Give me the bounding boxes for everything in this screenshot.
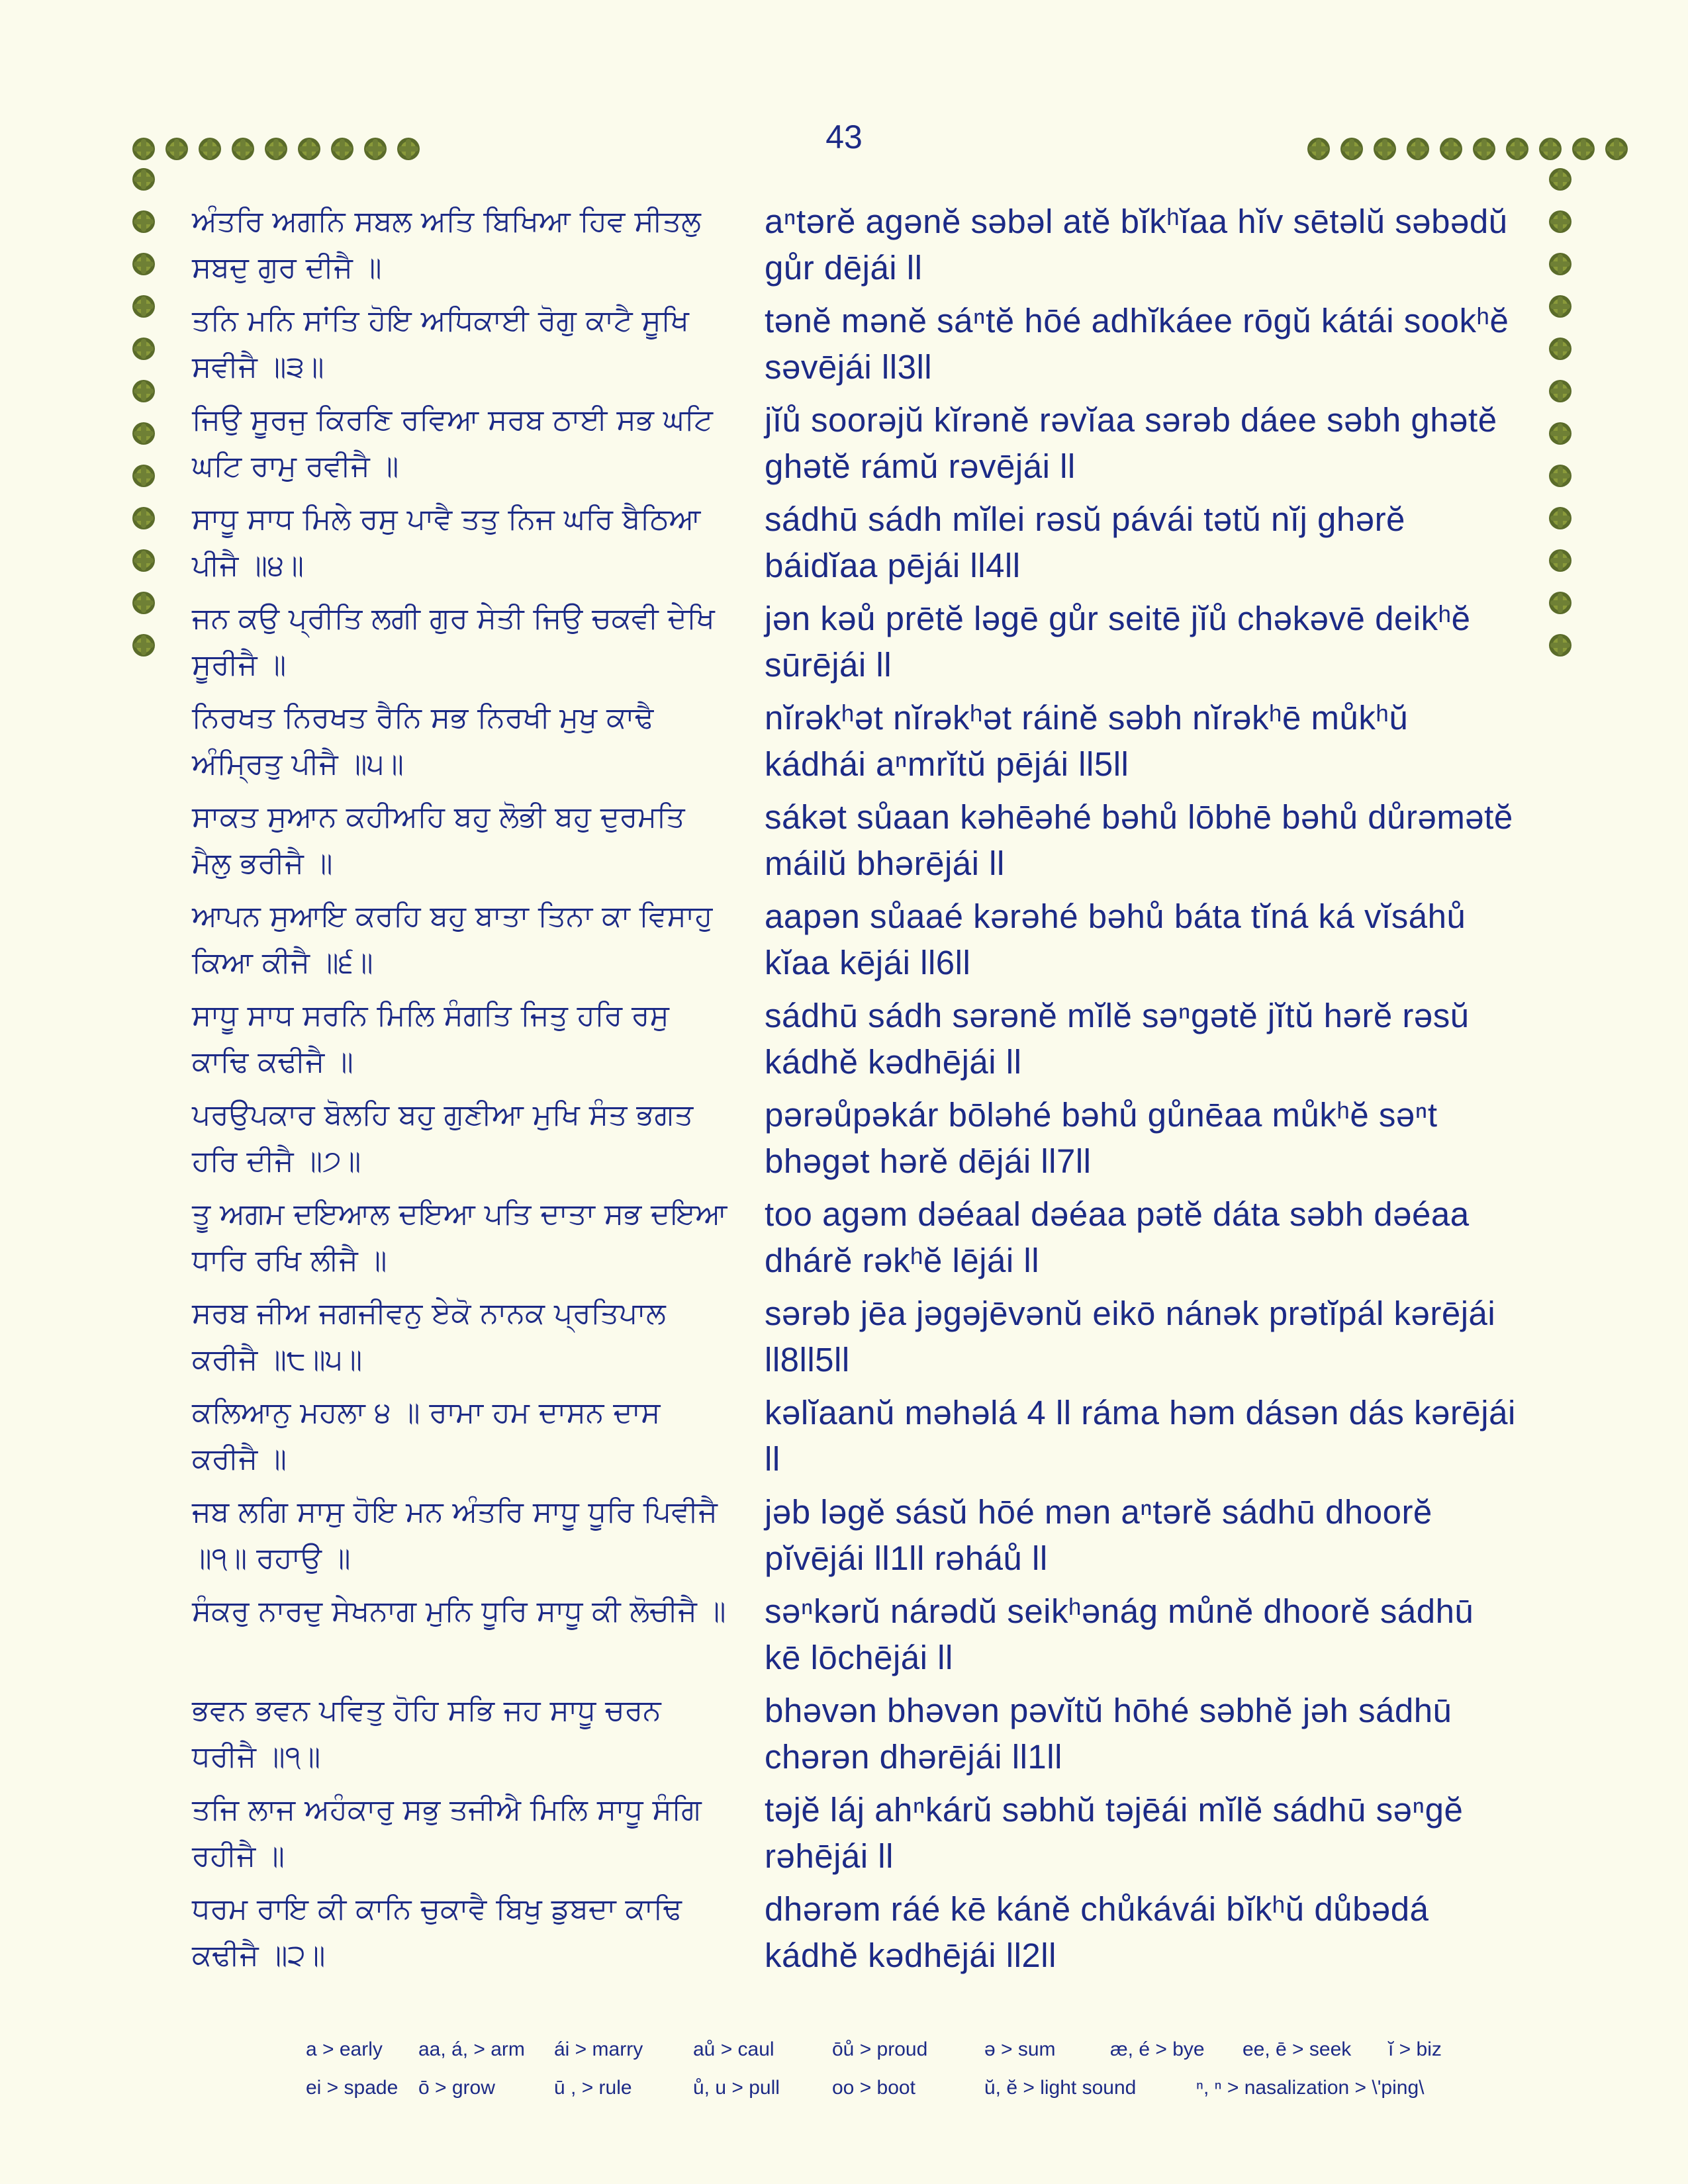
- flower-icon: [132, 138, 155, 160]
- legend-item: ái > marry: [554, 2038, 643, 2060]
- flower-icon: [1549, 507, 1571, 529]
- flower-icon: [132, 465, 155, 487]
- flower-icon: [331, 138, 353, 160]
- gurmukhi-text: ਸਾਧੂ ਸਾਧ ਮਿਲੇ ਰਸੁ ਪਾਵੈ ਤਤੁ ਨਿਜ ਘਰਿ ਬੈਠਿਆ ਪੀਜੈ ॥੪॥: [192, 502, 701, 582]
- flower-icon: [165, 138, 188, 160]
- transliteration-text: dhərəm ráé kē kánĕ chůkávái bĭkʰŭ důbədá kádhĕ kədhējái ll2ll: [765, 1890, 1429, 1974]
- legend-item: aa, á, > arm: [418, 2038, 525, 2060]
- gurmukhi-text: ਪਰਉਪਕਾਰ ਬੋਲਹਿ ਬਹੁ ਗੁਣੀਆ ਮੁਖਿ ਸੰਤ ਭਗਤ ਹਰਿ ਦੀਜੈ ॥੭॥: [192, 1098, 694, 1178]
- legend-item: ōů > proud: [832, 2038, 928, 2060]
- transliteration-text: jəb ləgĕ sásŭ hōé mən aⁿtərĕ sádhū dhoorĕ pĭvējái ll1ll rəháů ll: [765, 1493, 1432, 1577]
- flower-icon: [132, 592, 155, 614]
- flower-icon: [1549, 634, 1571, 657]
- flower-icon: [132, 253, 155, 275]
- flower-icon: [1340, 138, 1363, 160]
- flower-icon: [1440, 138, 1462, 160]
- flower-icon: [1549, 210, 1571, 233]
- legend-item: oo > boot: [832, 2077, 915, 2099]
- gurmukhi-text: ਸਰਬ ਜੀਅ ਜਗਜੀਵਨੁ ਏਕੋ ਨਾਨਕ ਪ੍ਰਤਿਪਾਲ ਕਰੀਜੈ ॥੮॥੫॥: [192, 1297, 666, 1377]
- transliteration-text: səⁿkərŭ nárədŭ seikʰənág můnĕ dhoorĕ sádhū kē lōchējái ll: [765, 1592, 1474, 1676]
- ornament-right: [1549, 168, 1571, 676]
- flower-icon: [1549, 549, 1571, 572]
- flower-icon: [298, 138, 320, 160]
- flower-icon: [1549, 253, 1571, 275]
- gurmukhi-text: ਤੂ ਅਗਮ ਦਇਆਲ ਦਇਆ ਪਤਿ ਦਾਤਾ ਸਭ ਦਇਆ ਧਾਰਿ ਰਖਿ ਲੀਜੈ ॥: [192, 1197, 727, 1277]
- legend-item: ŭ, ĕ > light sound: [984, 2077, 1137, 2099]
- flower-icon: [265, 138, 287, 160]
- flower-icon: [132, 422, 155, 445]
- gurmukhi-text: ਤਨਿ ਮਨਿ ਸਾਂਤਿ ਹੋਇ ਅਧਿਕਾਈ ਰੋਗੁ ਕਾਟੈ ਸੂਖਿ ਸਵੀਜੈ ॥੩॥: [192, 304, 689, 384]
- flower-icon: [1506, 138, 1528, 160]
- flower-icon: [1605, 138, 1628, 160]
- transliteration-text: pərəůpəkár bōləhé bəhů gůnēaa můkʰĕ səⁿt bhəgət hərĕ dējái ll7ll: [765, 1096, 1438, 1180]
- transliteration-text: sákət sůaan kəhēəhé bəhů lōbhē bəhů důrəmətĕ máilŭ bhərējái ll: [765, 798, 1513, 882]
- legend-item: æ, é > bye: [1110, 2038, 1205, 2060]
- ornament-top-right: [1307, 138, 1638, 160]
- transliteration-text: sádhū sádh sərənĕ mĭlĕ səⁿgətĕ jĭtŭ hərĕ rəsŭ kádhĕ kədhējái ll: [765, 997, 1470, 1081]
- flower-icon: [1549, 380, 1571, 402]
- flower-icon: [364, 138, 387, 160]
- legend-item: ə > sum: [984, 2038, 1056, 2060]
- flower-icon: [1549, 295, 1571, 318]
- ornament-left: [132, 168, 155, 676]
- transliteration-text: kəlĭaanŭ məhəlá 4 ll ráma həm dásən dás kərējái ll: [765, 1394, 1516, 1478]
- gurmukhi-text: ਆਪਨ ਸੁਆਇ ਕਰਹਿ ਬਹੁ ਬਾਤਾ ਤਿਨਾ ਕਾ ਵਿਸਾਹੁ ਕਿਆ ਕੀਜੈ ॥੬॥: [192, 899, 713, 979]
- flower-icon: [1549, 422, 1571, 445]
- transliteration-text: təjĕ láj ahⁿkárŭ səbhŭ təjēái mĭlĕ sádhū səⁿgĕ rəhējái ll: [765, 1791, 1464, 1875]
- flower-icon: [132, 338, 155, 360]
- flower-icon: [1473, 138, 1495, 160]
- gurmukhi-text: ਜਬ ਲਗਿ ਸਾਸੁ ਹੋਇ ਮਨ ਅੰਤਰਿ ਸਾਧੂ ਧੂਰਿ ਪਿਵੀਜੈ ॥੧॥ ਰਹਾਉ ॥: [192, 1495, 718, 1575]
- transliteration-text: aapən sůaaé kərəhé bəhů báta tĭná ká vĭsáhů kĭaa kējái ll6ll: [765, 897, 1466, 981]
- flower-icon: [132, 549, 155, 572]
- legend-item: a > early: [306, 2038, 383, 2060]
- flower-icon: [397, 138, 420, 160]
- transliteration-text: jən kəů prētĕ ləgē gůr seitē jĭů chəkəvē deikʰĕ sūrējái ll: [765, 600, 1471, 684]
- gurmukhi-text: ਭਵਨ ਭਵਨ ਪਵਿਤੁ ਹੋਹਿ ਸਭਿ ਜਹ ਸਾਧੂ ਚਰਨ ਧਰੀਜੈ ॥੧॥: [192, 1694, 661, 1774]
- transliteration-text: sádhū sádh mĭlei rəsŭ pávái tətŭ nĭj ghərĕ báidĭaa pējái ll4ll: [765, 500, 1405, 584]
- legend-item: aů > caul: [693, 2038, 774, 2060]
- flower-icon: [1549, 592, 1571, 614]
- flower-icon: [1549, 168, 1571, 191]
- legend-item: ō > grow: [418, 2077, 495, 2099]
- legend-item: ů, u > pull: [693, 2077, 780, 2099]
- flower-icon: [132, 168, 155, 191]
- transliteration-text: bhəvən bhəvən pəvĭtŭ hōhé səbhĕ jəh sádhū chərən dhərējái ll1ll: [765, 1692, 1452, 1776]
- transliteration-text: nĭrəkʰət nĭrəkʰət ráinĕ səbh nĭrəkʰē můkʰŭ kádhái aⁿmrĭtŭ pējái ll5ll: [765, 699, 1409, 783]
- flower-icon: [232, 138, 254, 160]
- gurmukhi-text: ਅੰਤਰਿ ਅਗਨਿ ਸਬਲ ਅਤਿ ਬਿਖਿਆ ਹਿਵ ਸੀਤਲੁ ਸਬਦੁ ਗੁਰ ਦੀਜੈ ॥: [192, 205, 701, 285]
- flower-icon: [132, 295, 155, 318]
- gurmukhi-text: ਨਿਰਖਤ ਨਿਰਖਤ ਰੈਨਿ ਸਭ ਨਿਰਖੀ ਮੁਖੁ ਕਾਢੈ ਅੰਮ੍ਰਿਤੁ ਪੀਜੈ ॥੫॥: [192, 701, 654, 781]
- flower-icon: [1549, 338, 1571, 360]
- transliteration-text: sərəb jēa jəgəjēvənŭ eikō nánək prətĭpál kərējái ll8ll5ll: [765, 1295, 1496, 1379]
- gurmukhi-text: ਜਨ ਕਉ ਪ੍ਰੀਤਿ ਲਗੀ ਗੁਰ ਸੇਤੀ ਜਿਉ ਚਕਵੀ ਦੇਖਿ ਸੂਰੀਜੈ ॥: [192, 602, 715, 682]
- gurmukhi-text: ਤਜਿ ਲਾਜ ਅਹੰਕਾਰੁ ਸਭੁ ਤਜੀਐ ਮਿਲਿ ਸਾਧੂ ਸੰਗਿ ਰਹੀਜੈ ॥: [192, 1793, 702, 1873]
- flower-icon: [132, 210, 155, 233]
- gurmukhi-text: ਜਿਉ ਸੂਰਜੁ ਕਿਰਣਿ ਰਵਿਆ ਸਰਬ ਠਾਈ ਸਭ ਘਟਿ ਘਟਿ ਰਾਮੁ ਰਵੀਜੈ ॥: [192, 403, 713, 483]
- legend-row: [306, 2077, 1564, 2115]
- legend-item: ĭ > biz: [1388, 2038, 1442, 2060]
- flower-icon: [132, 507, 155, 529]
- ornament-top-left: [132, 138, 430, 160]
- flower-icon: [1307, 138, 1330, 160]
- flower-icon: [199, 138, 221, 160]
- page-number: 43: [825, 118, 863, 156]
- gurmukhi-text: ਸਾਕਤ ਸੁਆਨ ਕਹੀਅਹਿ ਬਹੁ ਲੋਭੀ ਬਹੁ ਦੁਰਮਤਿ ਮੈਲੁ ਭਰੀਜੈ ॥: [192, 800, 685, 880]
- flower-icon: [1407, 138, 1429, 160]
- flower-icon: [1374, 138, 1396, 160]
- gurmukhi-text: ਧਰਮ ਰਾਇ ਕੀ ਕਾਨਿ ਚੁਕਾਵੈ ਬਿਖੁ ਡੁਬਦਾ ਕਾਢਿ ਕਢੀਜੈ ॥੨॥: [192, 1892, 682, 1972]
- flower-icon: [1549, 465, 1571, 487]
- flower-icon: [1572, 138, 1595, 160]
- legend-row: [306, 2038, 1564, 2077]
- legend-item: ee, ē > seek: [1243, 2038, 1352, 2060]
- transliteration-text: tənĕ mənĕ sáⁿtĕ hōé adhĭkáee rōgŭ kátái sookʰĕ səvējái ll3ll: [765, 302, 1509, 386]
- gurmukhi-text: ਸਾਧੂ ਸਾਧ ਸਰਨਿ ਮਿਲਿ ਸੰਗਤਿ ਜਿਤੁ ਹਰਿ ਰਸੁ ਕਾਢਿ ਕਢੀਜੈ ॥: [192, 999, 669, 1079]
- legend-item: ⁿ, ⁿ > nasalization > \'ping\: [1196, 2077, 1425, 2099]
- pronunciation-legend: [306, 2038, 1564, 2115]
- transliteration-text: too agəm dəéaal dəéaa pətĕ dáta səbh dəéaa dhárĕ rəkʰĕ lējái ll: [765, 1195, 1470, 1279]
- gurmukhi-text: ਸੰਕਰੁ ਨਾਰਦੁ ਸੇਖਨਾਗ ਮੁਨਿ ਧੂਰਿ ਸਾਧੂ ਕੀ ਲੋਚੀਜੈ ॥: [192, 1594, 726, 1628]
- flower-icon: [1539, 138, 1562, 160]
- transliteration-text: jĭů soorəjŭ kĭrənĕ rəvĭaa sərəb dáee səbh ghətĕ ghətĕ rámŭ rəvējái ll: [765, 401, 1497, 485]
- transliteration-text: aⁿtərĕ agənĕ səbəl atĕ bĭkʰĭaa hĭv sētəlŭ səbədŭ gůr dējái ll: [765, 203, 1508, 287]
- flower-icon: [132, 380, 155, 402]
- gurmukhi-text: ਕਲਿਆਨੁ ਮਹਲਾ ੪ ॥ ਰਾਮਾ ਹਮ ਦਾਸਨ ਦਾਸ ਕਰੀਜੈ ॥: [192, 1396, 661, 1476]
- legend-item: ū , > rule: [554, 2077, 632, 2099]
- legend-item: ei > spade: [306, 2077, 399, 2099]
- flower-icon: [132, 634, 155, 657]
